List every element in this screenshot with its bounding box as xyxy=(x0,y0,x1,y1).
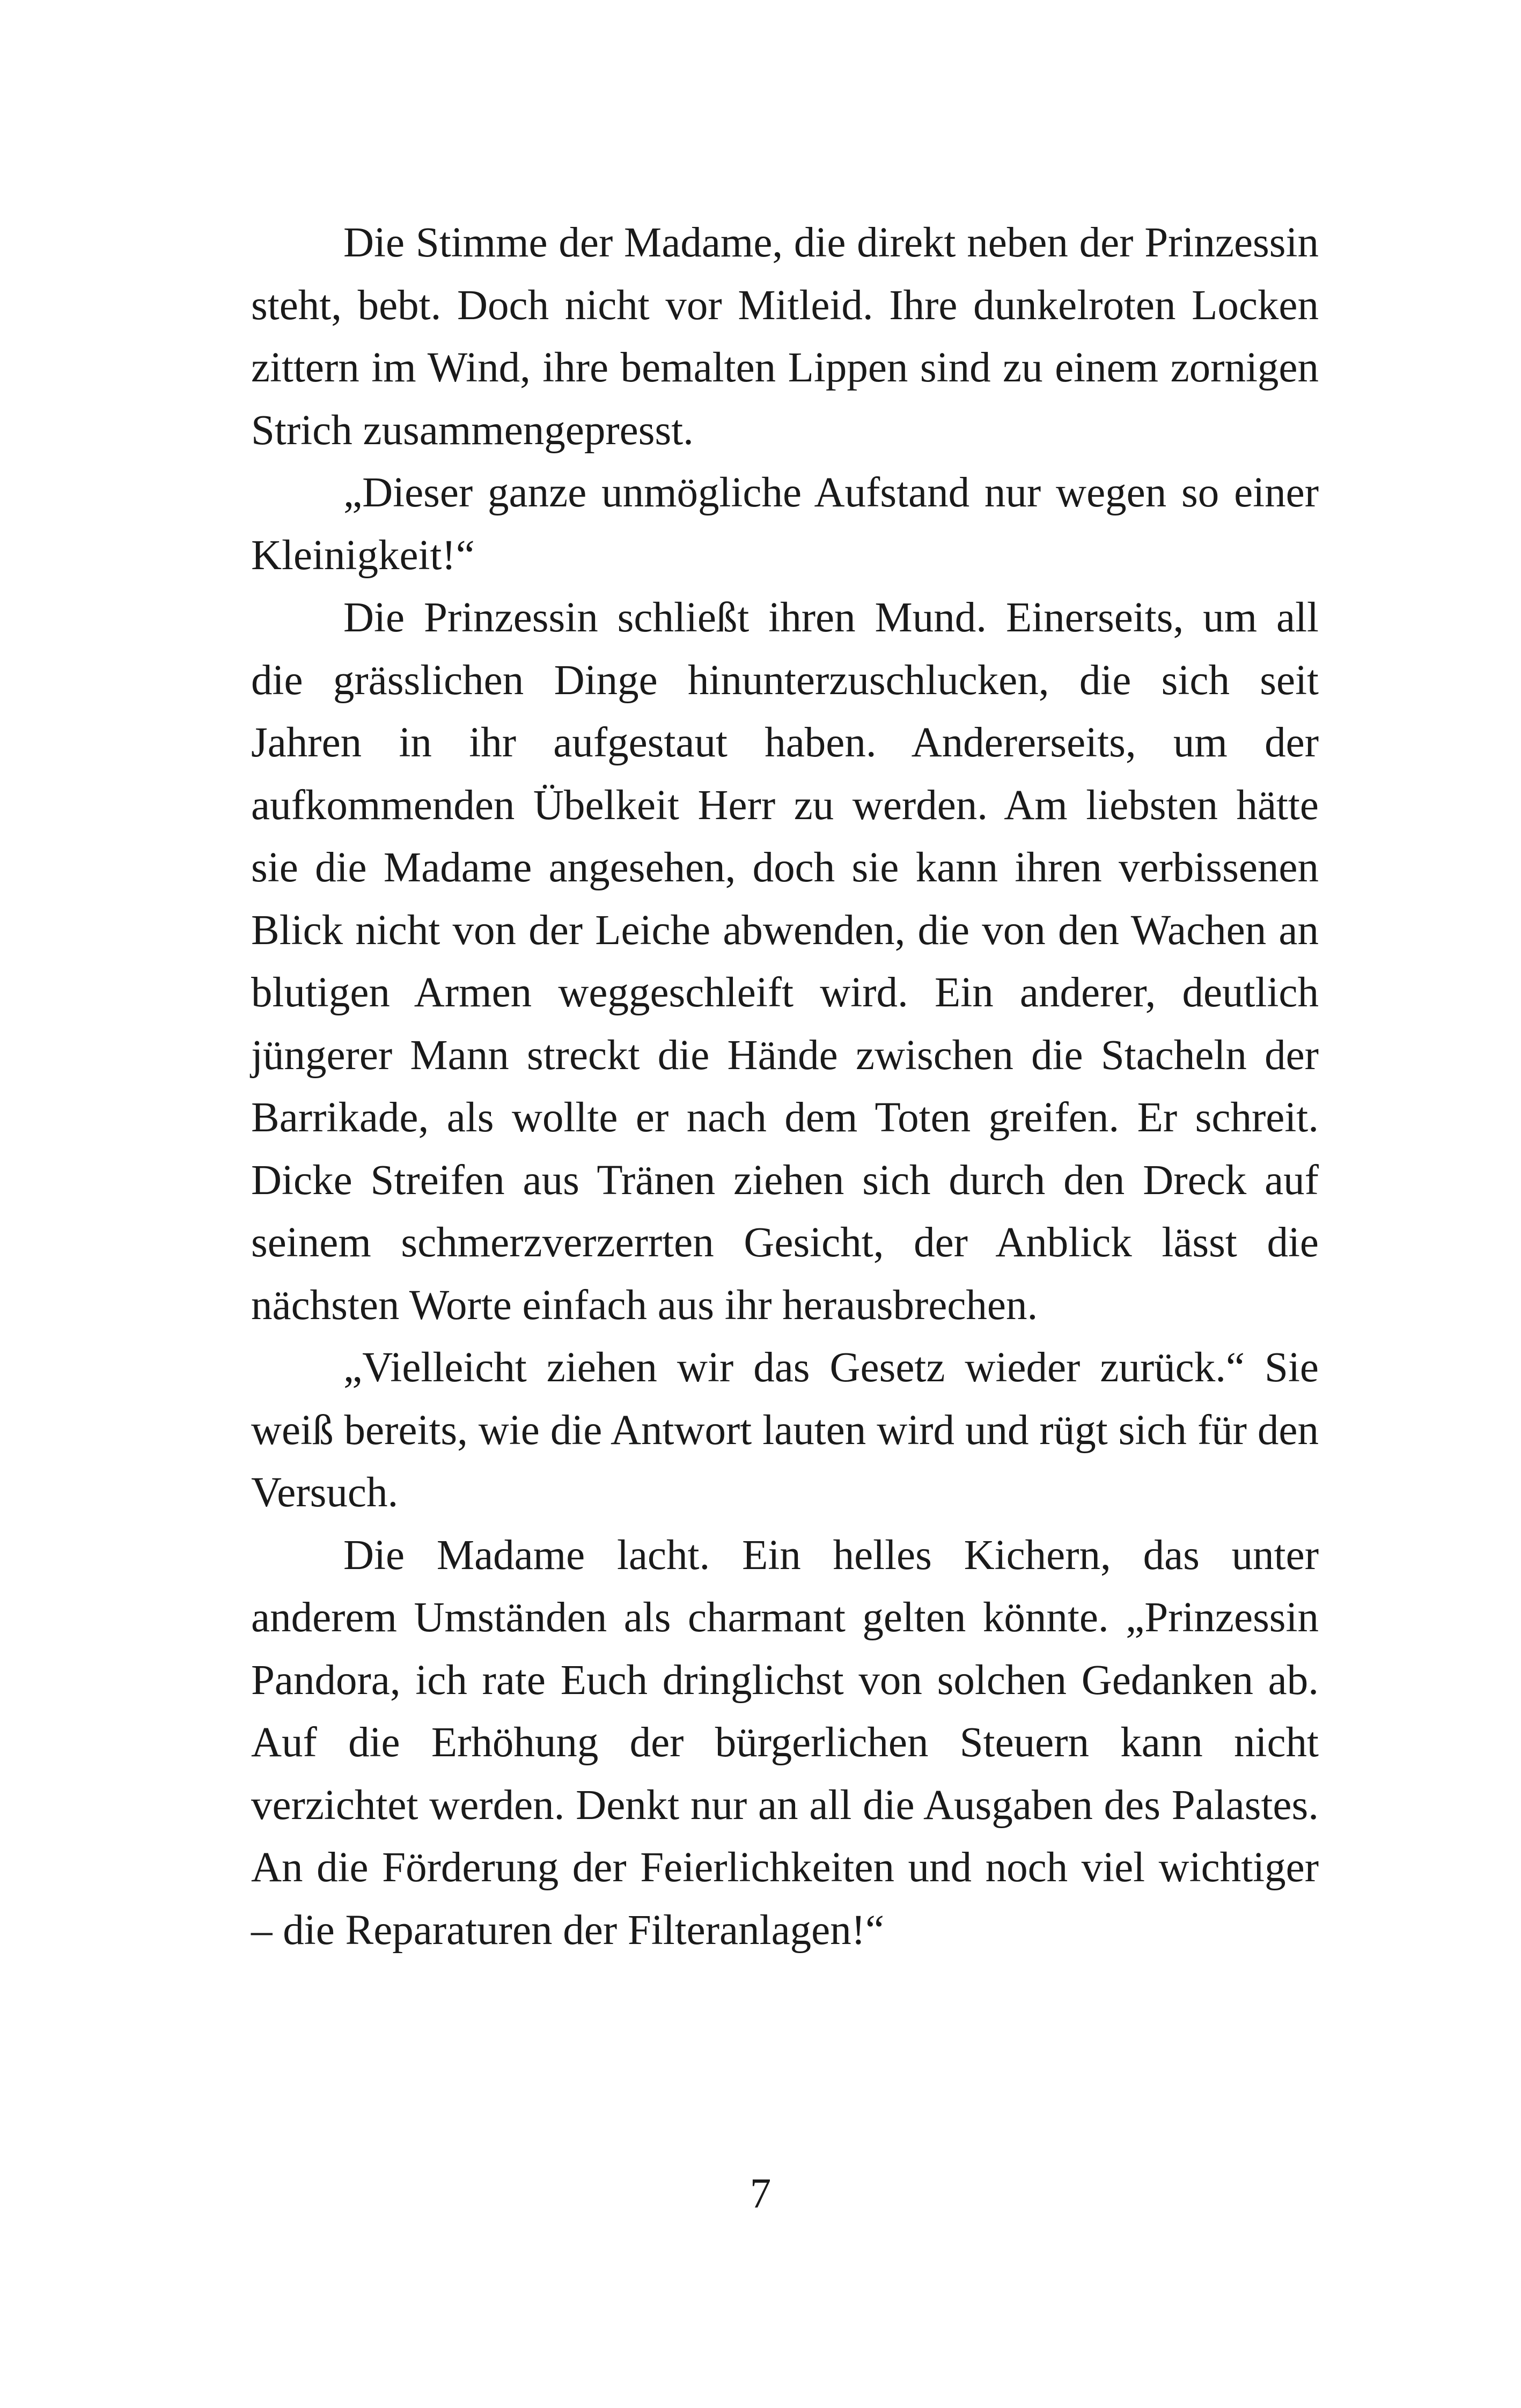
body-text xyxy=(251,212,1319,1962)
paragraph-5: Die Madame lacht. Ein helles Kichern, das unter anderem Umständen als charmant gelten könnte. „Prinzessin Pandora, ich rate Euch dringlichst von solchen Gedanken ab. Auf die Erhöhung der bürgerlichen Steuern kann nicht verzichtet werden. Denkt nur an all die Ausgaben des Palastes. An die Förderung der Feierlichkeiten und noch viel wichtiger – die Reparaturen der Filteranlagen!“ xyxy=(251,1531,1319,1954)
paragraph-4: „Vielleicht ziehen wir das Gesetz wieder zurück.“ Sie weiß bereits, wie die Antwort lauten wird und rügt sich für den Versuch. xyxy=(251,1344,1319,1516)
paragraph-2: „Dieser ganze unmögliche Aufstand nur wegen so einer Kleinigkeit!“ xyxy=(251,469,1319,579)
paragraph-1: Die Stimme der Madame, die direkt neben der Prinzessin steht, bebt. Doch nicht vor Mitleid. Ihre dunkelroten Locken zittern im Wind, ihre bemalten Lippen sind zu einem zornigen Strich zusammengepresst. xyxy=(251,219,1319,454)
paragraph-3: Die Prinzessin schließt ihren Mund. Einerseits, um all die grässlichen Dinge hinunterzuschlucken, die sich seit Jahren in ihr aufgestaut haben. Andererseits, um der aufkommenden Übelkeit Herr zu werden. Am liebsten hätte sie die Madame angesehen, doch sie kann ihren verbissenen Blick nicht von der Leiche abwenden, die von den Wachen an blutigen Armen weggeschleift wird. Ein anderer, deutlich jüngerer Mann streckt die Hände zwischen die Stacheln der Barrikade, als wollte er nach dem Toten greifen. Er schreit. Dicke Streifen aus Tränen ziehen sich durch den Dreck auf seinem schmerzverzerrten Gesicht, der Anblick lässt die nächsten Worte einfach aus ihr herausbrechen. xyxy=(251,594,1319,1329)
page-number: 7 xyxy=(750,2170,771,2217)
